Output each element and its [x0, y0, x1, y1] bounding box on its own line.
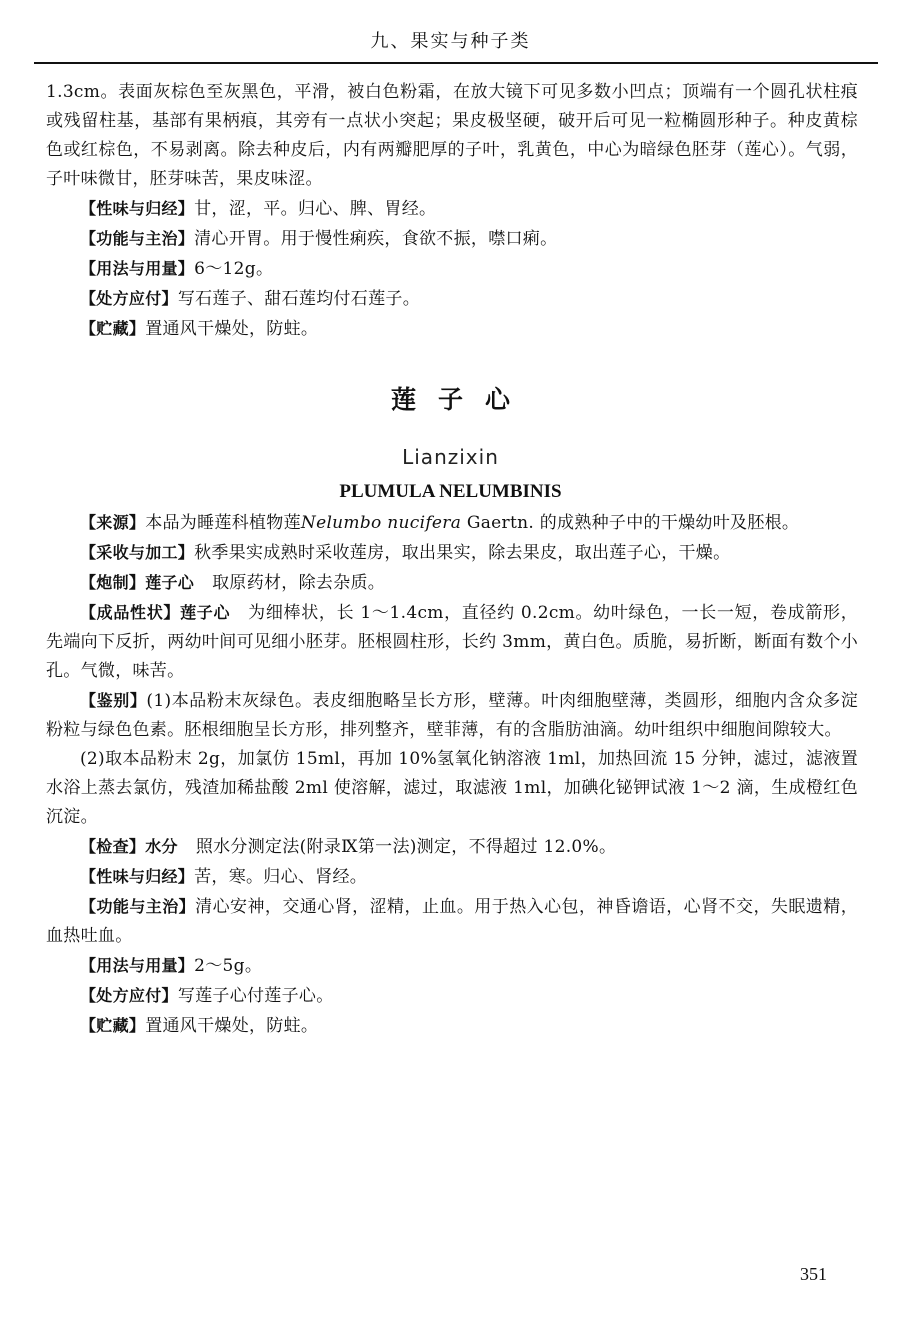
- section-text: 2～5g。: [194, 956, 263, 976]
- subsection-label: 水分: [145, 837, 178, 856]
- function-section: [46, 892, 858, 951]
- species-name: Nelumbo nucifera: [300, 513, 462, 533]
- section-text: 6～12g。: [194, 259, 274, 279]
- section-text: 照水分测定法(附录Ⅸ第一法)测定，不得超过 12.0%。: [195, 837, 617, 857]
- identification-section: [46, 686, 858, 745]
- section-text: 写石莲子、甜石莲均付石莲子。: [177, 289, 421, 309]
- entry-title: 莲子心: [390, 385, 532, 414]
- section-text: 秋季果实成熟时采收莲房，取出果实，除去果皮，取出莲子心，干燥。: [194, 543, 731, 563]
- section-text: 清心安神，交通心肾，涩精，止血。用于热入心包，神昏谵语，心肾不交，失眠遗精，血热吐血。: [46, 897, 858, 946]
- section-tag: 【鉴别】: [80, 691, 147, 710]
- storage-section: [46, 314, 858, 344]
- section-tag: 【成品性状】: [80, 603, 181, 622]
- subsection-label: 莲子心: [145, 573, 195, 592]
- function-section: [46, 224, 858, 254]
- subsection-label: 莲子心: [180, 603, 231, 622]
- identification-test-2: (2)取本品粉末 2g，加氯仿 15ml，再加 10%氢氧化钠溶液 1ml，加热回流 15 分钟，滤过，滤液置水浴上蒸去氯仿，残渣加稀盐酸 2ml 使溶解，滤过，取滤液 1ml，加碘化铋钾试液 1～2 滴，生成橙红色沉淀。: [46, 749, 858, 827]
- section-tag: 【功能与主治】: [80, 897, 196, 916]
- inspection-section: [46, 832, 858, 862]
- page-number: 351: [800, 1264, 827, 1284]
- nature-section: [46, 862, 858, 892]
- source-section: [46, 508, 858, 538]
- section-tag: 【性味与归经】: [80, 199, 195, 218]
- section-text: 取原药材，除去杂质。: [212, 573, 386, 593]
- section-tag: 【炮制】: [80, 573, 146, 592]
- section-text: 甘，涩，平。归心、脾、胃经。: [194, 199, 437, 219]
- entry-body: [46, 508, 858, 1041]
- section-text: 清心开胃。用于慢性痢疾，食欲不振，噤口痢。: [194, 229, 558, 249]
- previous-entry-continuation: [46, 78, 858, 344]
- description-paragraph: 1.3cm。表面灰棕色至灰黑色，平滑，被白色粉霜，在放大镜下可见多数小凹点；顶端有一个圆孔状柱痕或残留柱基，基部有果柄痕，其旁有一点状小突起；果皮极坚硬，破开后可见一粒椭圆形种子。种皮黄棕色或红棕色，不易剥离。除去种皮后，内有两瓣肥厚的子叶，乳黄色，中心为暗绿色胚芽（莲心）。气弱，子叶味微甘，胚芽味苦，果皮味涩。: [46, 82, 858, 189]
- section-tag: 【处方应付】: [80, 289, 178, 308]
- section-tag: 【采收与加工】: [80, 543, 195, 562]
- storage-section: [46, 1011, 858, 1041]
- section-text: 置通风干燥处，防蛀。: [145, 319, 319, 339]
- section-tag: 【检查】: [80, 837, 146, 856]
- section-tag: 【贮藏】: [80, 1016, 146, 1035]
- section-tag: 【性味与归经】: [80, 867, 195, 886]
- characteristics-section: [46, 598, 858, 686]
- section-tag: 【来源】: [80, 513, 146, 532]
- header-rule: [34, 62, 878, 64]
- section-tag: 【处方应付】: [80, 986, 178, 1005]
- prescription-section: [46, 981, 858, 1011]
- section-text: 为细棒状，长 1～1.4cm，直径约 0.2cm。幼叶绿色，一长一短，卷成箭形，先端向下反折，两幼叶间可见细小胚芽。胚根圆柱形，长约 3mm，黄白色。质脆，易折断，断面有数个小孔。气微，味苦。: [46, 603, 859, 681]
- section-tag: 【用法与用量】: [80, 259, 195, 278]
- section-text: 本品为睡莲科植物莲: [145, 513, 301, 533]
- section-tag: 【用法与用量】: [80, 956, 195, 975]
- section-text: 写莲子心付莲子心。: [177, 986, 334, 1006]
- dosage-section: [46, 951, 858, 981]
- section-text: Gaertn. 的成熟种子中的干燥幼叶及胚根。: [461, 513, 800, 533]
- entry-latin-name: PLUMULA NELUMBINIS: [339, 481, 562, 502]
- section-tag: 【贮藏】: [80, 319, 146, 338]
- running-header: 九、果实与种子类: [370, 31, 531, 52]
- section-tag: 【功能与主治】: [80, 229, 195, 248]
- harvest-section: [46, 538, 858, 568]
- processing-section: [46, 568, 858, 598]
- section-text: (1)本品粉末灰绿色。表皮细胞略呈长方形，壁薄。叶肉细胞壁薄，类圆形，细胞内含众多淀粉粒与绿色色素。胚根细胞呈长方形，排列整齐，壁菲薄，有的含脂肪油滴。幼叶组织中细胞间隙较大。: [46, 691, 858, 740]
- prescription-section: [46, 284, 858, 314]
- dosage-section: [46, 254, 858, 284]
- nature-section: [46, 194, 858, 224]
- entry-pinyin: Lianzixin: [402, 445, 499, 469]
- section-text: 置通风干燥处，防蛀。: [145, 1016, 319, 1036]
- section-text: 苦，寒。归心、肾经。: [194, 867, 368, 887]
